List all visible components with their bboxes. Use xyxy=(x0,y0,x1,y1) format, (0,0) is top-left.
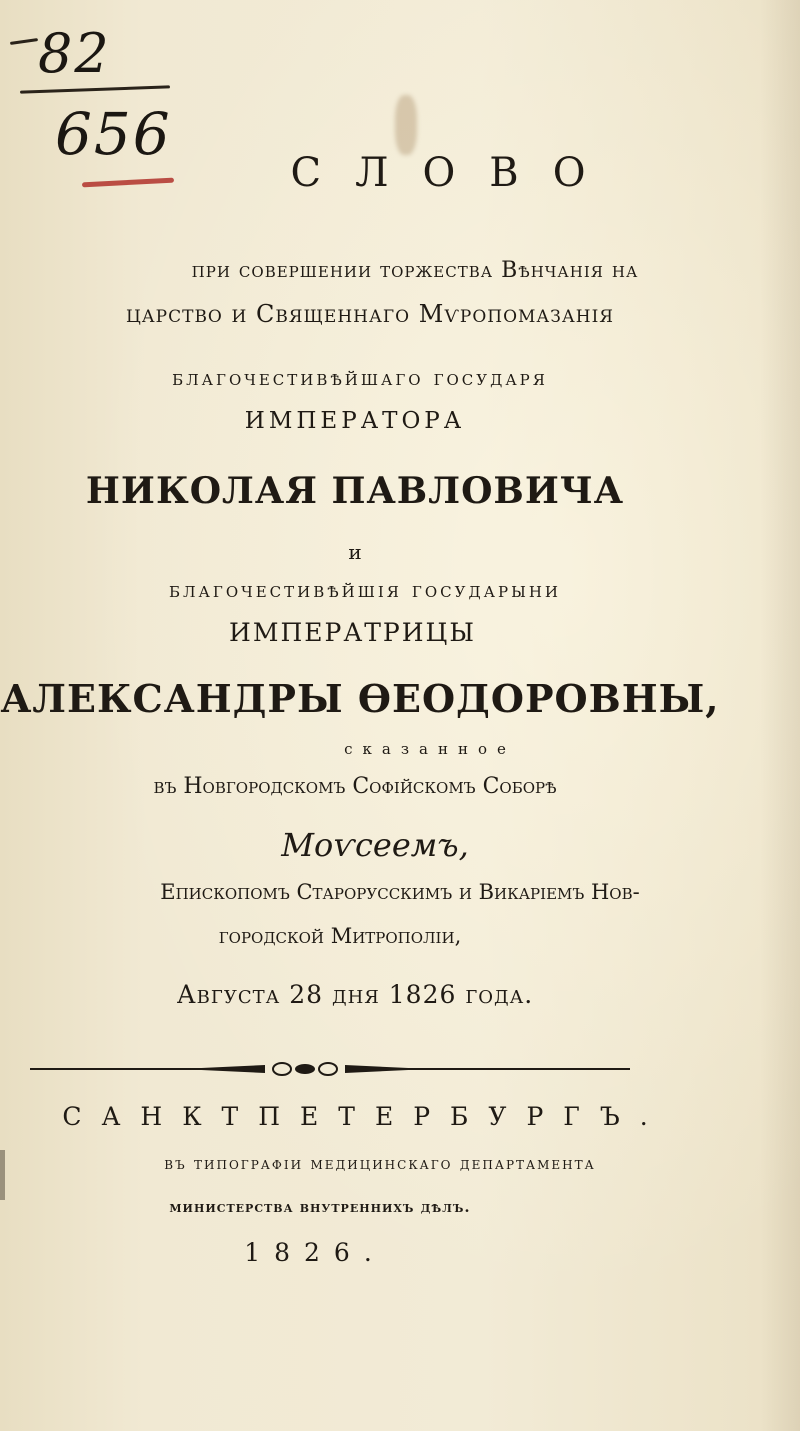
pen-stroke xyxy=(10,38,38,45)
title-line-emperor-name: НИКОЛАЯ ПАВЛОВИЧА xyxy=(85,470,625,512)
handwritten-mark-2: 656 xyxy=(55,100,172,168)
page-title: СЛОВО xyxy=(290,150,620,196)
pen-underline xyxy=(20,85,170,93)
title-line-2: царство и Священнаго Мѵропомазанія xyxy=(125,300,615,328)
imprint-press-2: министерства внутреннихъ дѣлъ. xyxy=(169,1198,471,1216)
handwritten-mark-1: 82 xyxy=(38,22,111,85)
title-line-and: и xyxy=(348,540,362,564)
title-line-date: Августа 28 дня 1826 года. xyxy=(176,980,534,1009)
title-line-cathedral: въ Новгородскомъ Софійскомъ Соборѣ xyxy=(153,774,557,799)
margin-mark xyxy=(0,1150,5,1200)
title-line-empress: ИМПЕРАТРИЦЫ xyxy=(229,618,476,647)
title-line-spoken: сказанное xyxy=(344,740,516,758)
title-line-empress-name: АЛЕКСАНДРЫ ѲЕОДОРОВНЫ, xyxy=(0,676,720,721)
paper-stain xyxy=(395,95,417,155)
imprint-press-1: въ типографіи медицинскаго департамента xyxy=(164,1154,596,1174)
title-line-3: благочестивѣйшаго государя xyxy=(172,366,548,391)
title-line-metropolis: городской Митрополіи, xyxy=(218,924,462,948)
title-line-7: благочестивѣйшія государыни xyxy=(168,578,562,603)
title-line-bishop: Епископомъ Старорусскимъ и Викаріемъ Нов- xyxy=(160,880,640,904)
title-line-author: Моѵсеемъ, xyxy=(281,826,469,864)
ornamental-divider xyxy=(30,1062,630,1076)
imprint-year: 1826. xyxy=(244,1238,386,1267)
title-line-emperor: ИМПЕРАТОРА xyxy=(244,408,466,434)
imprint-city: САНКТПЕТЕРБУРГЪ. xyxy=(62,1102,668,1131)
title-line-1: при совершении торжества Вѣнчанія на xyxy=(191,258,639,283)
